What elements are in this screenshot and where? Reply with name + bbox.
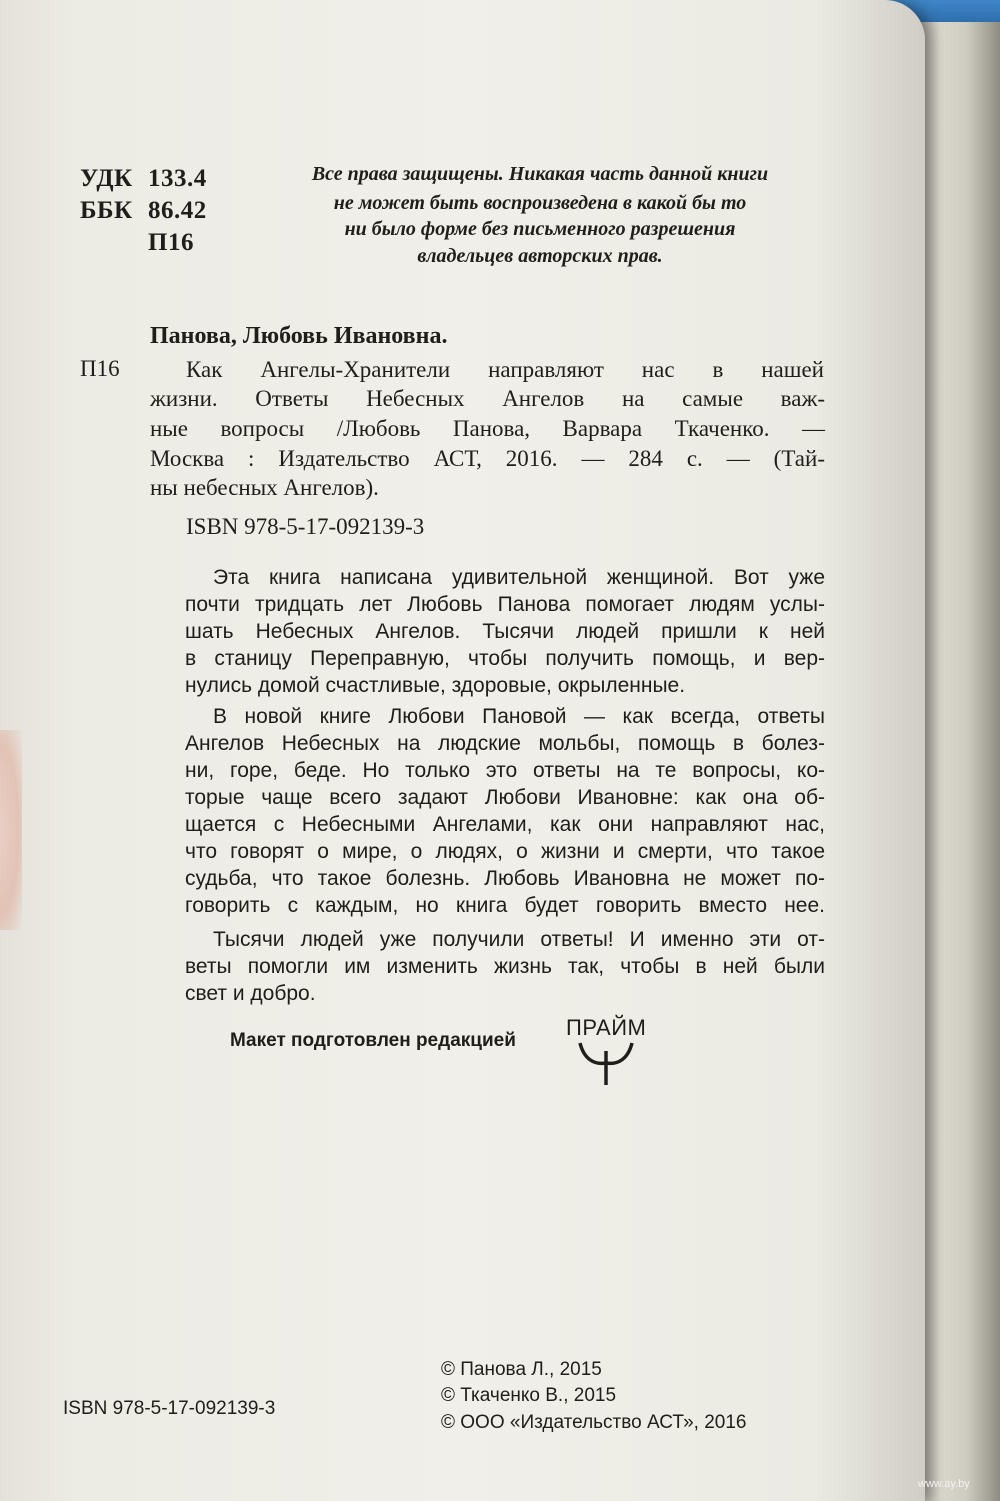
description-line: Тысячи людей уже получили ответы! И именно эти от- bbox=[213, 928, 825, 951]
description-line: ни, горе, беде. Но только это ответы на те вопросы, ко- bbox=[185, 759, 825, 782]
rights-line: не может быть воспроизведена в какой бы то bbox=[333, 192, 747, 214]
copyright-line: © Ткаченко В., 2015 bbox=[441, 1385, 617, 1406]
citation-line: Москва : Издательство АСТ, 2016. — 284 с. — (Тай- bbox=[150, 446, 825, 471]
bbk-value: 86.42 bbox=[148, 197, 207, 224]
description-line: свет и добро. bbox=[185, 982, 316, 1005]
citation-line: ные вопросы /Любовь Панова, Варвара Ткаченко. — bbox=[150, 416, 825, 441]
citation-line: ны небесных Ангелов). bbox=[150, 475, 379, 500]
rights-line: владельцев авторских прав. bbox=[417, 245, 663, 267]
author-name: Панова, Любовь Ивановна. bbox=[150, 323, 448, 349]
description-line: Эта книга написана удивительной женщиной. Вот уже bbox=[213, 566, 825, 589]
description-line: веты помогли им изменить жизнь так, чтобы в ней были bbox=[185, 955, 825, 978]
udk-label: УДК bbox=[80, 165, 133, 192]
entry-code: П16 bbox=[80, 356, 120, 381]
watermark: www.ay.by bbox=[918, 1478, 970, 1490]
layout-credit: Макет подготовлен редакцией bbox=[230, 1030, 516, 1051]
citation-line: жизни. Ответы Небесных Ангелов на самые важ- bbox=[150, 386, 825, 411]
rights-line: ни было форме без письменного разрешения bbox=[344, 218, 736, 240]
description-line: шать Небесных Ангелов. Тысячи людей пришли к ней bbox=[185, 620, 825, 643]
description-line: нулись домой счастливые, здоровые, окрыленные. bbox=[185, 674, 686, 697]
description-line: что говорят о мире, о людях, о жизни и смерти, что такое bbox=[185, 840, 825, 863]
publisher-logo-text: ПРАЙМ bbox=[566, 1015, 647, 1040]
isbn-footer: ISBN 978-5-17-092139-3 bbox=[63, 1398, 276, 1419]
citation-line: Как Ангелы-Хранители направляют нас в нашей bbox=[186, 357, 824, 382]
copyright-line: © ООО «Издательство АСТ», 2016 bbox=[441, 1412, 747, 1433]
finger-edge bbox=[0, 730, 22, 930]
rights-line: Все права защищены. Никакая часть данной книги bbox=[311, 163, 769, 185]
description-line: щается с Небесными Ангелами, как они направляют нас, bbox=[185, 813, 825, 836]
description-line: В новой книге Любови Пановой — как всегда, ответы bbox=[213, 705, 825, 728]
publisher-logo bbox=[566, 1015, 658, 1085]
isbn-main: ISBN 978-5-17-092139-3 bbox=[186, 514, 425, 539]
description-line: в станицу Переправную, чтобы получить помощь, и вер- bbox=[185, 647, 825, 670]
description-line: судьба, что такое болезнь. Любовь Ивановна не может по- bbox=[185, 867, 825, 890]
praim-logo-icon bbox=[566, 1039, 658, 1087]
classification-code: П16 bbox=[148, 229, 194, 256]
bbk-label: ББК bbox=[80, 197, 133, 224]
copyright-line: © Панова Л., 2015 bbox=[441, 1359, 602, 1380]
description-line: торые чаще всего задают Любови Ивановне: как она об- bbox=[185, 786, 825, 809]
description-line: говорить с каждым, но книга будет говорить вместо нее. bbox=[185, 894, 825, 917]
description-line: Ангелов Небесных на людские мольбы, помощь в болез- bbox=[185, 732, 825, 755]
description-line: почти тридцать лет Любовь Панова помогает людям услы- bbox=[185, 593, 825, 616]
udk-value: 133.4 bbox=[148, 165, 207, 192]
adjacent-page bbox=[915, 0, 1000, 1501]
